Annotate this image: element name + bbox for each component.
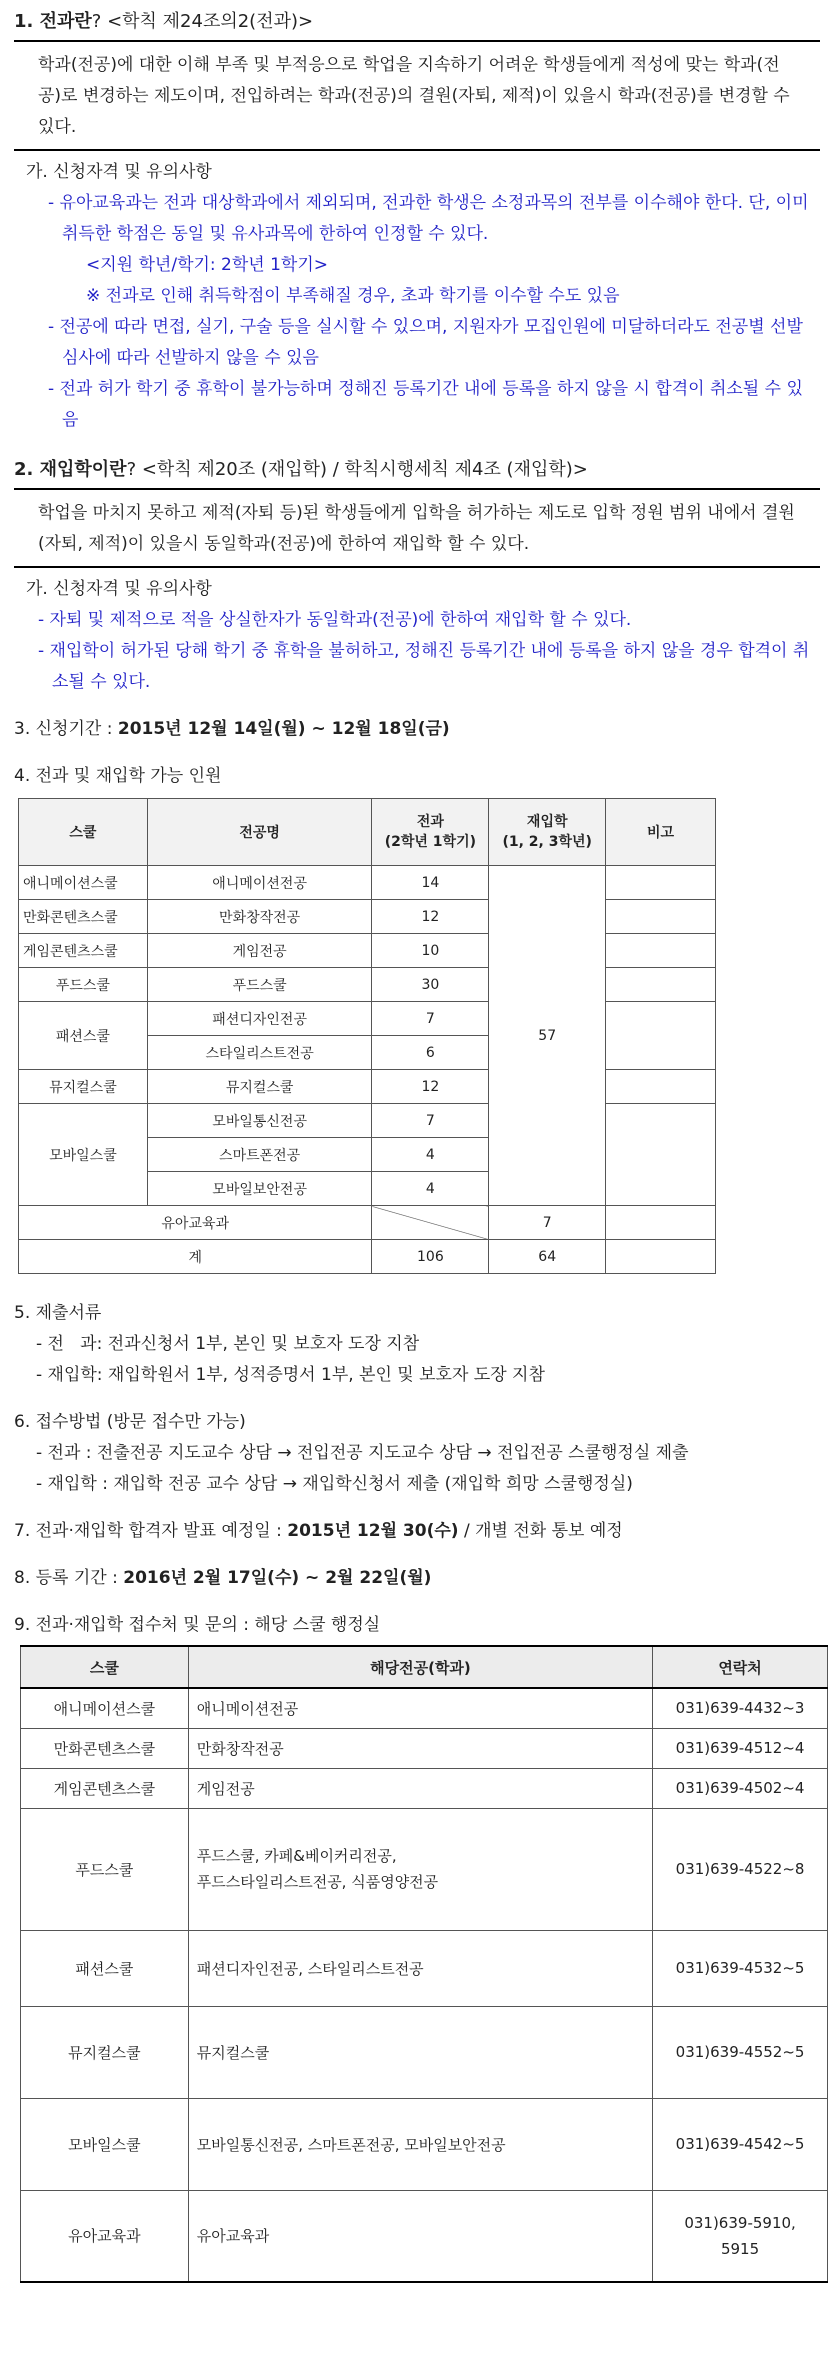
section-7-announcement: 7. 전과·재입학 합격자 발표 예정일 : 2015년 12월 30(수) / 개별 전화 통보 예정	[14, 1521, 623, 1541]
table-row: 만화콘텐츠스쿨 만화창작전공 031)639-4512~4	[21, 1728, 828, 1768]
section-2-conditions: 가. 신청자격 및 유의사항 - 자퇴 및 제적으로 적을 상실한자가 동일학과(전공)에 한하여 재입학 할 수 있다. - 재입학이 허가된 당해 학기 중 휴학을 불허하고, 정해진 등록기간 내에 등록을 하지 않을 경우 합격이 취소될 수 있다.	[26, 579, 810, 692]
section-6-title: 6. 접수방법 (방문 접수만 가능)	[14, 1412, 246, 1432]
table-row: 푸드스쿨 푸드스쿨, 카페&베이커리전공, 푸드스타일리스트전공, 식품영양전공 031)639-4522~8	[21, 1808, 828, 1930]
table-row: 모바일스쿨 모바일통신전공 7	[19, 1104, 716, 1138]
table-row: 모바일보안전공 4	[19, 1172, 716, 1206]
table-row: 모바일스쿨 모바일통신전공, 스마트폰전공, 모바일보안전공 031)639-4542~5	[21, 2098, 828, 2190]
table-row: 유아교육과 유아교육과 031)639-5910, 5915	[21, 2190, 828, 2282]
contact-table	[20, 1645, 828, 2283]
table-row: 게임콘텐츠스쿨 게임전공 10	[19, 934, 716, 968]
table-row: 뮤지컬스쿨 뮤지컬스쿨 031)639-4552~5	[21, 2006, 828, 2098]
table-row: 애니메이션스쿨 애니메이션전공 14 57	[19, 866, 716, 900]
table-row: 게임콘텐츠스쿨 게임전공 031)639-4502~4	[21, 1768, 828, 1808]
table-row: 만화콘텐츠스쿨 만화창작전공 12	[19, 900, 716, 934]
col-header-transfer: 전과 (2학년 1학기)	[372, 799, 489, 866]
table-row: 뮤지컬스쿨 뮤지컬스쿨 12	[19, 1070, 716, 1104]
diagonal-cell	[372, 1206, 489, 1240]
table-row: 스마트폰전공 4	[19, 1138, 716, 1172]
section-5-title: 5. 제출서류	[14, 1303, 102, 1323]
table-row: 패션스쿨 패션디자인전공, 스타일리스트전공 031)639-4532~5	[21, 1930, 828, 2006]
col-header-school: 스쿨	[19, 799, 148, 866]
section-1-definition: 학과(전공)에 대한 이해 부족 및 부적응으로 학업을 지속하기 어려운 학생들에게 적성에 맞는 학과(전공)로 변경하는 제도이며, 전입하려는 학과(전공)의 결원(자퇴, 제적)이 있을시 학과(전공)를 변경할 수 있다.	[14, 40, 820, 151]
section-9-title: 9. 전과·재입학 접수처 및 문의 : 해당 스쿨 행정실	[14, 1615, 381, 1635]
table-row: 패션스쿨 패션디자인전공 7	[19, 1002, 716, 1036]
table-row: 푸드스쿨 푸드스쿨 30	[19, 968, 716, 1002]
col-header-school: 스쿨	[21, 1646, 189, 1688]
col-header-note: 비고	[606, 799, 716, 866]
section-1-title: 1. 전과란? <학칙 제24조의2(전과)>	[14, 11, 314, 32]
section-3-period: 3. 신청기간 : 2015년 12월 14일(월) ~ 12월 18일(금)	[14, 719, 450, 739]
section-2-title: 2. 재입학이란? <학칙 제20조 (재입학) / 학칙시행세칙 제4조 (재입학)>	[14, 459, 588, 480]
section-8-registration: 8. 등록 기간 : 2016년 2월 17일(수) ~ 2월 22일(월)	[14, 1568, 432, 1588]
col-header-majors: 해당전공(학과)	[188, 1646, 652, 1688]
table-row: 유아교육과 7	[19, 1206, 716, 1240]
col-header-major: 전공명	[147, 799, 372, 866]
col-header-readmit: 재입학 (1, 2, 3학년)	[489, 799, 606, 866]
capacity-table	[18, 798, 716, 1274]
readmit-total: 57	[489, 866, 606, 1206]
table-row: 스타일리스트전공 6	[19, 1036, 716, 1070]
document: 1. 전과란? <학칙 제24조의2(전과)> 학과(전공)에 대한 이해 부족 및 부적응으로 학업을 지속하기 어려운 학생들에게 적성에 맞는 학과(전공)로 변경하는 제도이며, 전입하려는 학과(전공)의 결원(자퇴, 제적)이 있을시 학과(전공)를 변경할 수 있다. 가. 신청자격 및 유의사항 - 유아교육과는 전과 대상학과에서 제외되며, 전과한 학생은 소정과목의 전부를 이수해야 한다. 단, 이미 취득한 학점은 동일 및 유사과목에 한하여 인정할 수 있다. <지원 학년/학기: 2학년 1학기> ※ 전과로 인해 취득학점이 부족해질 경우, 초과 학기를 이수할 수도 있음 - 전공에 따라 면접, 실기, 구술 등을 실시할 수 있으며, 지원자가 모집인원에 미달하더라도 전공별 선발 심사에 따라 선발하지 않을 수 있음 - 전과 허가 학기 중 휴학이 불가능하며 정해진 등록기간 내에 등록을 하지 않을 시 합격이 취소될 수 있음 2. 재입학이란? <학칙 제20조 (재입학) / 학칙시행세칙 제4조 (재입학)> 학업을 마치지 못하고 제적(자퇴 등)된 학생들에게 입학을 허가하는 제도로 입학 정원 범위 내에서 결원(자퇴, 제적)이 있을시 동일학과(전공)에 한하여 재입학 할 수 있다. 가. 신청자격 및 유의사항 - 자퇴 및 제적으로 적을 상실한자가 동일학과(전공)에 한하여 재입학 할 수 있다. - 재입학이 허가된 당해 학기 중 휴학을 불허하고, 정해진 등록기간 내에 등록을 하지 않을 경우 합격이 취소될 수 있다. 3. 신청기간 : 2015년 12월 14일(월) ~ 12월 18일(금) 4. 전과 및 재입학 가능 인원 스쿨 전공명 전과 (2학년 1학기) 재입학 (1, 2, 3학년) 비고 애니메이션스쿨 애니메이션전공 14 57 만화콘텐츠스쿨 만화창작전공 12 게임콘텐츠스쿨 게임전공 10 푸드스쿨 푸드스쿨 30 패션스쿨 패션디자인전공 7 스타일리스트전공 6 뮤지컬스쿨 뮤지컬스쿨 12 모바일스쿨 모바일통신전공 7 스마트폰전공 4 모바일보안전공 4 유아교육과 7 계 106 64 5. 제출서류 - 전 과: 전과신청서 1부, 본인 및 보호자 도장 지참 - 재입학: 재입학원서 1부, 성적증명서 1부, 본인 및 보호자 도장 지참 6. 접수방법 (방문 접수만 가능) - 전과 : 전출전공 지도교수 상담 → 전입전공 지도교수 상담 → 전입전공 스쿨행정실 제출 - 재입학 : 재입학 전공 교수 상담 → 재입학신청서 제출 (재입학 희망 스쿨행정실) 7. 전과·재입학 합격자 발표 예정일 : 2015년 12월 30(수) / 개별 전화 통보 예정 8. 등록 기간 : 2016년 2월 17일(수) ~ 2월 22일(월) 9. 전과·재입학 접수처 및 문의 : 해당 스쿨 행정실 스쿨 해당전공(학과) 연락처 애니메이션스쿨 애니메이션전공 031)639-4432~3 만화콘텐츠스쿨 만화창작전공 031)639-4512~4 게임콘텐츠스쿨 게임전공 031)639-4502~4 푸드스쿨 푸드스쿨, 카페&베이커리전공, 푸드스타일리스트전공, 식품영양전공 031)639-4522~8 패션스쿨 패션디자인전공, 스타일리스트전공 031)639-4532~5 뮤지컬스쿨 뮤지컬스쿨 031)639-4552~5 모바일스쿨 모바일통신전공, 스마트폰전공, 모바일보안전공 031)639-4542~5 유아교육과 유아교육과 031)639-5910, 5915	[0, 0, 834, 2283]
table-row: 애니메이션스쿨 애니메이션전공 031)639-4432~3	[21, 1688, 828, 1728]
section-2-definition: 학업을 마치지 못하고 제적(자퇴 등)된 학생들에게 입학을 허가하는 제도로 입학 정원 범위 내에서 결원(자퇴, 제적)이 있을시 동일학과(전공)에 한하여 재입학 할 수 있다.	[14, 488, 820, 568]
section-1-conditions: 가. 신청자격 및 유의사항 - 유아교육과는 전과 대상학과에서 제외되며, 전과한 학생은 소정과목의 전부를 이수해야 한다. 단, 이미 취득한 학점은 동일 및 유사과목에 한하여 인정할 수 있다. <지원 학년/학기: 2학년 1학기> ※ 전과로 인해 취득학점이 부족해질 경우, 초과 학기를 이수할 수도 있음 - 전공에 따라 면접, 실기, 구술 등을 실시할 수 있으며, 지원자가 모집인원에 미달하더라도 전공별 선발 심사에 따라 선발하지 않을 수 있음 - 전과 허가 학기 중 휴학이 불가능하며 정해진 등록기간 내에 등록을 하지 않을 시 합격이 취소될 수 있음	[26, 162, 809, 430]
section-4-title: 4. 전과 및 재입학 가능 인원	[14, 766, 222, 786]
col-header-phone: 연락처	[653, 1646, 828, 1688]
table-total-row: 계 106 64	[19, 1240, 716, 1274]
